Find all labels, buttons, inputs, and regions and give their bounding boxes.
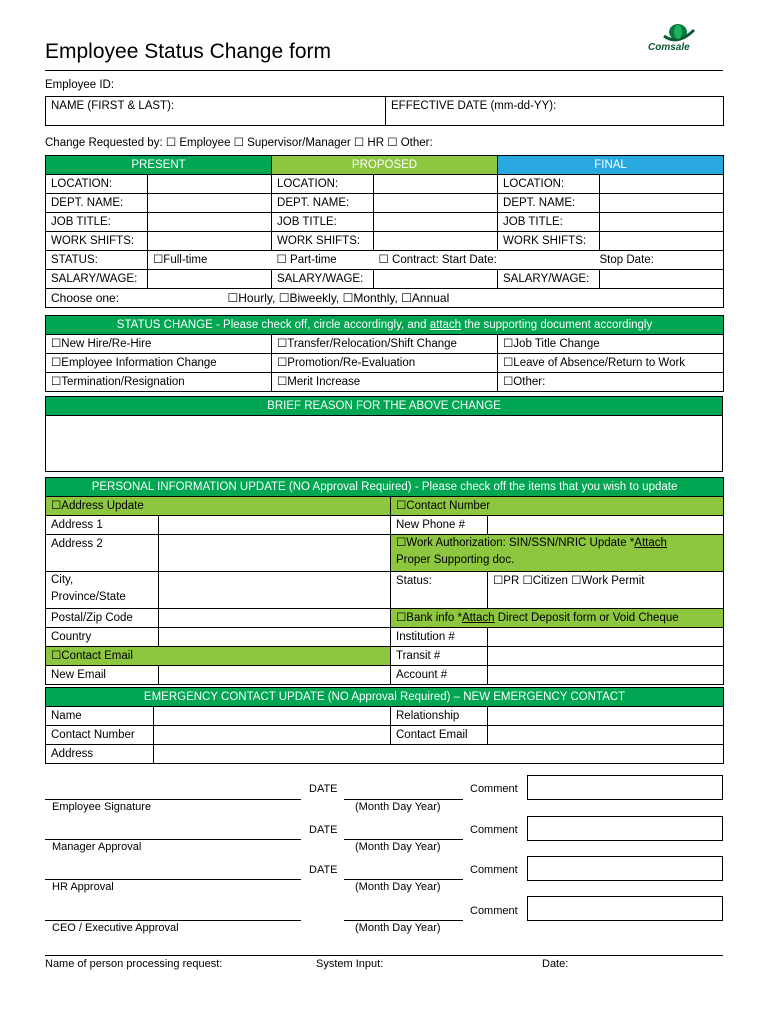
proposed-job-field[interactable] [374,213,498,232]
employee-signature-line[interactable] [45,799,301,800]
country-label: Country [46,628,159,647]
personal-info-table [45,477,724,685]
work-authorization-checkbox[interactable] [391,535,724,572]
status-label: STATUS: [46,251,148,270]
final-header: FINAL [498,156,724,175]
postal-code-label: Postal/Zip Code [46,609,159,628]
proposed-location-label: LOCATION: [272,175,374,194]
city-label: City, [51,574,74,586]
date-line-4[interactable] [344,920,463,921]
mdy-label-2: (Month Day Year) [355,841,441,853]
contact-email-checkbox[interactable]: ☐Contact Email [46,647,391,666]
emergency-contact-email-label: Contact Email [391,726,488,745]
present-shifts-field[interactable] [148,232,272,251]
termination-checkbox[interactable]: ☐Termination/Resignation [46,373,272,392]
final-job-field[interactable] [600,213,724,232]
new-email-field[interactable] [159,666,391,685]
final-dept-label: DEPT. NAME: [498,194,600,213]
footer-divider [45,955,723,956]
final-location-label: LOCATION: [498,175,600,194]
employee-signature-label: Employee Signature [52,801,152,813]
final-dept-field[interactable] [600,194,724,213]
address2-field[interactable] [159,535,391,572]
present-location-field[interactable] [148,175,272,194]
page-title: Employee Status Change form [45,40,331,63]
account-label: Account # [391,666,488,685]
transfer-checkbox[interactable]: ☐Transfer/Relocation/Shift Change [272,335,498,354]
logo-wordmark: Comsale [648,42,690,53]
footer-date-label: Date: [542,958,569,970]
personal-info-header: PERSONAL INFORMATION UPDATE (NO Approval Required) - Please check off the items that you wish to update [46,478,724,497]
choose-one-row [46,289,724,308]
date-line-2[interactable] [344,839,463,840]
processing-person-label: Name of person processing request: [45,958,223,970]
emergency-contact-number-field[interactable] [154,726,391,745]
address1-label: Address 1 [46,516,159,535]
comment-field-1[interactable] [527,775,723,800]
choose-one-label: Choose one: [51,291,120,305]
name-date-table [45,96,724,126]
proposed-dept-field[interactable] [374,194,498,213]
emergency-contact-table [45,687,724,764]
final-shifts-field[interactable] [600,232,724,251]
comment-label-4: Comment [470,905,518,917]
present-dept-field[interactable] [148,194,272,213]
emergency-contact-number-label: Contact Number [46,726,154,745]
ceo-approval-label: CEO / Executive Approval [52,922,179,934]
proposed-shifts-field[interactable] [374,232,498,251]
proposed-location-field[interactable] [374,175,498,194]
effective-date-label: EFFECTIVE DATE (mm-dd-YY): [391,100,557,112]
date-line-1[interactable] [344,799,463,800]
country-field[interactable] [159,628,391,647]
status-change-header [46,316,724,335]
new-email-label: New Email [46,666,159,685]
other-checkbox[interactable]: ☐Other: [498,373,724,392]
account-field[interactable] [488,666,724,685]
mdy-label-4: (Month Day Year) [355,922,441,934]
comment-label-3: Comment [470,864,518,876]
comment-field-3[interactable] [527,856,723,881]
hr-approval-label: HR Approval [52,881,114,893]
name-field[interactable] [46,97,386,126]
hr-signature-line[interactable] [45,879,301,880]
city-province-field[interactable] [159,572,391,609]
proposed-dept-label: DEPT. NAME: [272,194,374,213]
final-salary-label: SALARY/WAGE: [498,270,600,289]
effective-date-field[interactable] [386,97,724,126]
institution-label: Institution # [391,628,488,647]
work-auth-text-end: Proper Supporting doc. [396,554,515,566]
comment-label-2: Comment [470,824,518,836]
title-divider [45,70,723,71]
contact-number-checkbox[interactable]: ☐Contact Number [391,497,724,516]
emergency-name-label: Name [46,707,154,726]
city-province-label [46,572,159,609]
present-salary-field[interactable] [148,270,272,289]
address1-field[interactable] [159,516,391,535]
emergency-name-field[interactable] [154,707,391,726]
comsale-logo-icon [640,20,720,60]
present-header: PRESENT [46,156,272,175]
work-auth-text: ☐Work Authorization: SIN/SSN/NRIC Update * [396,537,635,549]
comment-field-2[interactable] [527,816,723,841]
comment-label-1: Comment [470,783,518,795]
manager-approval-label: Manager Approval [52,841,142,853]
stop-date-label: Stop Date: [600,251,724,270]
final-job-label: JOB TITLE: [498,213,600,232]
emergency-contact-email-field[interactable] [488,726,724,745]
system-input-label: System Input: [316,958,384,970]
final-salary-field[interactable] [600,270,724,289]
leave-of-absence-checkbox[interactable]: ☐Leave of Absence/Return to Work [498,354,724,373]
postal-code-field[interactable] [159,609,391,628]
present-job-field[interactable] [148,213,272,232]
reason-textarea[interactable] [46,416,723,472]
present-job-label: JOB TITLE: [46,213,148,232]
date-line-3[interactable] [344,879,463,880]
mdy-label-1: (Month Day Year) [355,801,441,813]
emergency-address-field[interactable] [154,745,724,764]
transit-label: Transit # [391,647,488,666]
contract-checkbox[interactable]: ☐ Contract: Start Date: [374,251,600,270]
new-hire-checkbox[interactable]: ☐New Hire/Re-Hire [46,335,272,354]
reason-table [45,396,723,472]
merit-increase-checkbox[interactable]: ☐Merit Increase [272,373,498,392]
status-change-header-text-end: the supporting document accordingly [461,319,653,331]
work-auth-attach-link: Attach [634,537,667,549]
bank-attach-link: Attach [461,612,495,624]
transit-field[interactable] [488,647,724,666]
relationship-label: Relationship [391,707,488,726]
date-label-3: DATE [309,864,338,876]
new-phone-label: New Phone # [391,516,488,535]
job-title-change-checkbox[interactable]: ☐Job Title Change [498,335,724,354]
present-shifts-label: WORK SHIFTS: [46,232,148,251]
residency-status-options[interactable]: ☐PR ☐Citizen ☐Work Permit [488,572,724,609]
final-location-field[interactable] [600,175,724,194]
employee-id-label: Employee ID: [45,79,115,91]
proposed-shifts-label: WORK SHIFTS: [272,232,374,251]
promotion-checkbox[interactable]: ☐Promotion/Re-Evaluation [272,354,498,373]
relationship-field[interactable] [488,707,724,726]
employee-info-change-checkbox[interactable]: ☐Employee Information Change [46,354,272,373]
final-shifts-label: WORK SHIFTS: [498,232,600,251]
parttime-checkbox[interactable]: ☐ Part-time [272,251,374,270]
reason-header: BRIEF REASON FOR THE ABOVE CHANGE [46,397,723,416]
address-update-checkbox[interactable]: ☐Address Update [46,497,391,516]
name-label: NAME (FIRST & LAST): [51,100,175,112]
proposed-header: PROPOSED [272,156,498,175]
proposed-salary-label: SALARY/WAGE: [272,270,374,289]
status-change-table [45,315,724,392]
mdy-label-3: (Month Day Year) [355,881,441,893]
province-label: Province/State [51,591,126,603]
manager-signature-line[interactable] [45,839,301,840]
present-salary-label: SALARY/WAGE: [46,270,148,289]
present-dept-label: DEPT. NAME: [46,194,148,213]
comment-field-4[interactable] [527,896,723,921]
proposed-job-label: JOB TITLE: [272,213,374,232]
fulltime-checkbox[interactable]: ☐Full-time [148,251,272,270]
emergency-address-label: Address [46,745,154,764]
status-label-personal: Status: [391,572,488,609]
bank-info-text: ☐Bank info * [396,612,462,624]
status-change-header-text: STATUS CHANGE - Please check off, circle accordingly, and [116,319,430,331]
status-table [45,155,724,308]
emergency-header: EMERGENCY CONTACT UPDATE (NO Approval Required) – NEW EMERGENCY CONTACT [46,688,724,707]
bank-info-checkbox[interactable] [391,609,724,628]
address2-label: Address 2 [46,535,159,572]
change-requested-by[interactable]: Change Requested by: ☐ Employee ☐ Supervisor/Manager ☐ HR ☐ Other: [45,137,433,149]
institution-field[interactable] [488,628,724,647]
attach-link: attach [429,319,462,331]
present-location-label: LOCATION: [46,175,148,194]
proposed-salary-field[interactable] [374,270,498,289]
date-label-1: DATE [309,783,338,795]
date-label-2: DATE [309,824,338,836]
ceo-signature-line[interactable] [45,920,301,921]
bank-info-text-end: Direct Deposit form or Void Cheque [494,612,679,624]
new-phone-field[interactable] [488,516,724,535]
pay-frequency-options[interactable]: ☐Hourly, ☐Biweekly, ☐Monthly, ☐Annual [227,291,450,305]
